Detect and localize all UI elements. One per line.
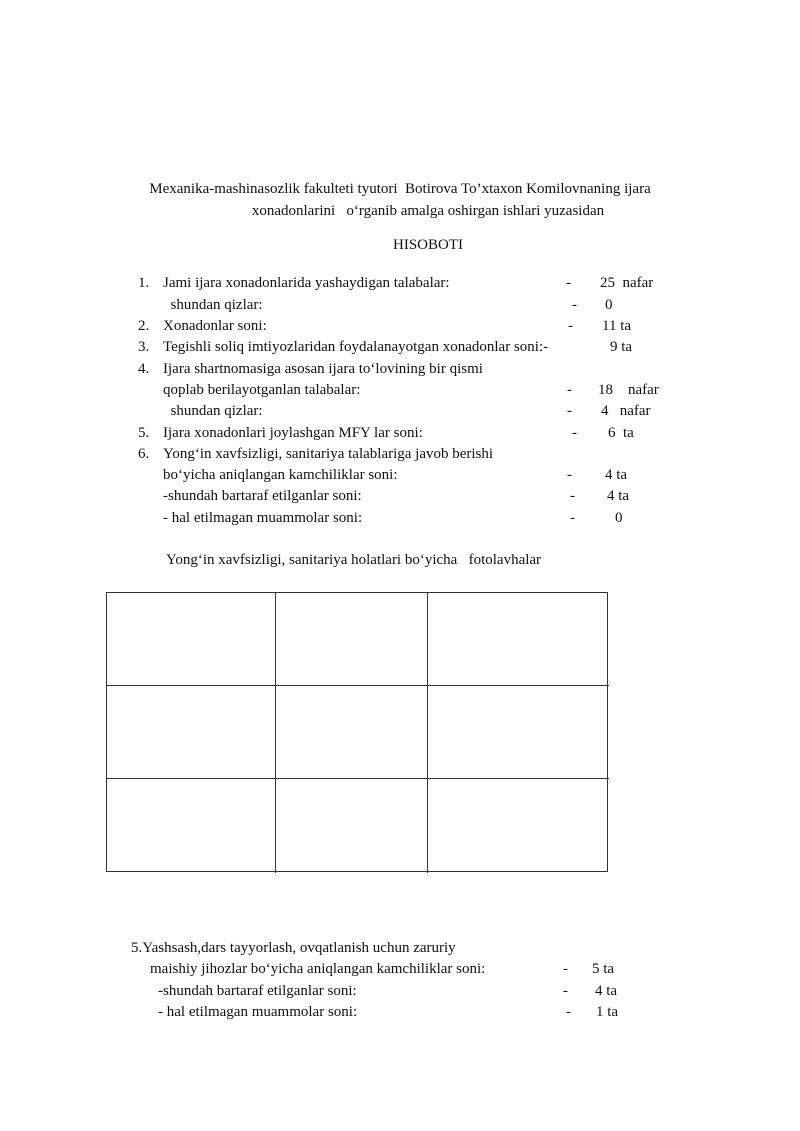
item-text: bo‘yicha aniqlangan kamchiliklar soni:	[163, 467, 398, 483]
item-value: 0	[605, 297, 613, 313]
section-5-text: -shundah bartaraf etilganlar soni:	[158, 983, 357, 999]
photo-cell	[276, 593, 428, 686]
item-value: 4 ta	[607, 488, 630, 504]
item-number: 2.	[138, 318, 150, 334]
item-text: qoplab berilayotganlan talabalar:	[163, 382, 361, 398]
photo-cell	[107, 593, 276, 686]
photo-grid	[106, 592, 608, 872]
item-text: shundan qizlar:	[163, 403, 263, 419]
section-5-dash: -	[563, 983, 568, 999]
section-5-dash: -	[566, 1004, 571, 1020]
header-line-2: xonadonlarini o‘rganib amalga oshirgan ishlari yuzasidan	[251, 203, 605, 219]
section-5-value: 4 ta	[595, 983, 618, 999]
item-value: 9 ta	[610, 339, 633, 355]
item-dash: -	[568, 318, 573, 334]
item-dash: -	[566, 275, 571, 291]
item-text: Ijara xonadonlari joylashgan MFY lar soni:	[163, 425, 423, 441]
item-dash: -	[567, 403, 572, 419]
section-5-dash: -	[563, 961, 568, 977]
item-dash: -	[572, 297, 577, 313]
item-value: 18 nafar	[598, 382, 659, 398]
item-text: Tegishli soliq imtiyozlaridan foydalanayotgan xonadonlar soni:-	[163, 339, 549, 355]
section-5-heading: 5.Yashsash,dars tayyorlash, ovqatlanish uchun zaruriy	[131, 940, 456, 956]
item-value: 6 ta	[608, 425, 634, 441]
section-5-value: 1 ta	[596, 1004, 619, 1020]
item-value: 11 ta	[602, 318, 632, 334]
photo-cell	[107, 686, 276, 779]
photo-cell	[276, 779, 428, 873]
item-dash: -	[572, 425, 577, 441]
item-text: Xonadonlar soni:	[163, 318, 267, 334]
item-text: Yong‘in xavfsizligi, sanitariya talablariga javob berishi	[163, 446, 494, 462]
item-value: 0	[615, 510, 623, 526]
section-5-text: - hal etilmagan muammolar soni:	[158, 1004, 358, 1020]
photo-cell	[107, 779, 276, 873]
item-number: 3.	[138, 339, 150, 355]
item-dash: -	[570, 488, 575, 504]
section-5-value: 5 ta	[592, 961, 615, 977]
item-dash: -	[567, 382, 572, 398]
item-text: Ijara shartnomasiga asosan ijara to‘lovining bir qismi	[163, 361, 483, 377]
section-5-text: maishiy jihozlar bo‘yicha aniqlangan kamchiliklar soni:	[150, 961, 486, 977]
item-dash: -	[567, 467, 572, 483]
item-text: -shundah bartaraf etilganlar soni:	[163, 488, 362, 504]
photo-cell	[428, 686, 609, 779]
item-dash: -	[570, 510, 575, 526]
item-number: 1.	[138, 275, 150, 291]
item-text: Jami ijara xonadonlarida yashaydigan talabalar:	[163, 275, 450, 291]
item-value: 4 ta	[605, 467, 628, 483]
report-title: HISOBOTI	[393, 237, 463, 253]
item-number: 6.	[138, 446, 150, 462]
photo-cell	[276, 686, 428, 779]
header-line-1: Mexanika-mashinasozlik fakulteti tyutori Botirova To’xtaxon Komilovnaning ijara	[149, 181, 651, 197]
photos-caption: Yong‘in xavfsizligi, sanitariya holatlari bo‘yicha fotolavhalar	[166, 552, 542, 568]
photo-cell	[428, 779, 609, 873]
item-value: 25 nafar	[600, 275, 654, 291]
item-number: 4.	[138, 361, 150, 377]
item-text: - hal etilmagan muammolar soni:	[163, 510, 363, 526]
photo-cell	[428, 593, 609, 686]
item-value: 4 nafar	[601, 403, 651, 419]
item-text: shundan qizlar:	[163, 297, 263, 313]
item-number: 5.	[138, 425, 150, 441]
